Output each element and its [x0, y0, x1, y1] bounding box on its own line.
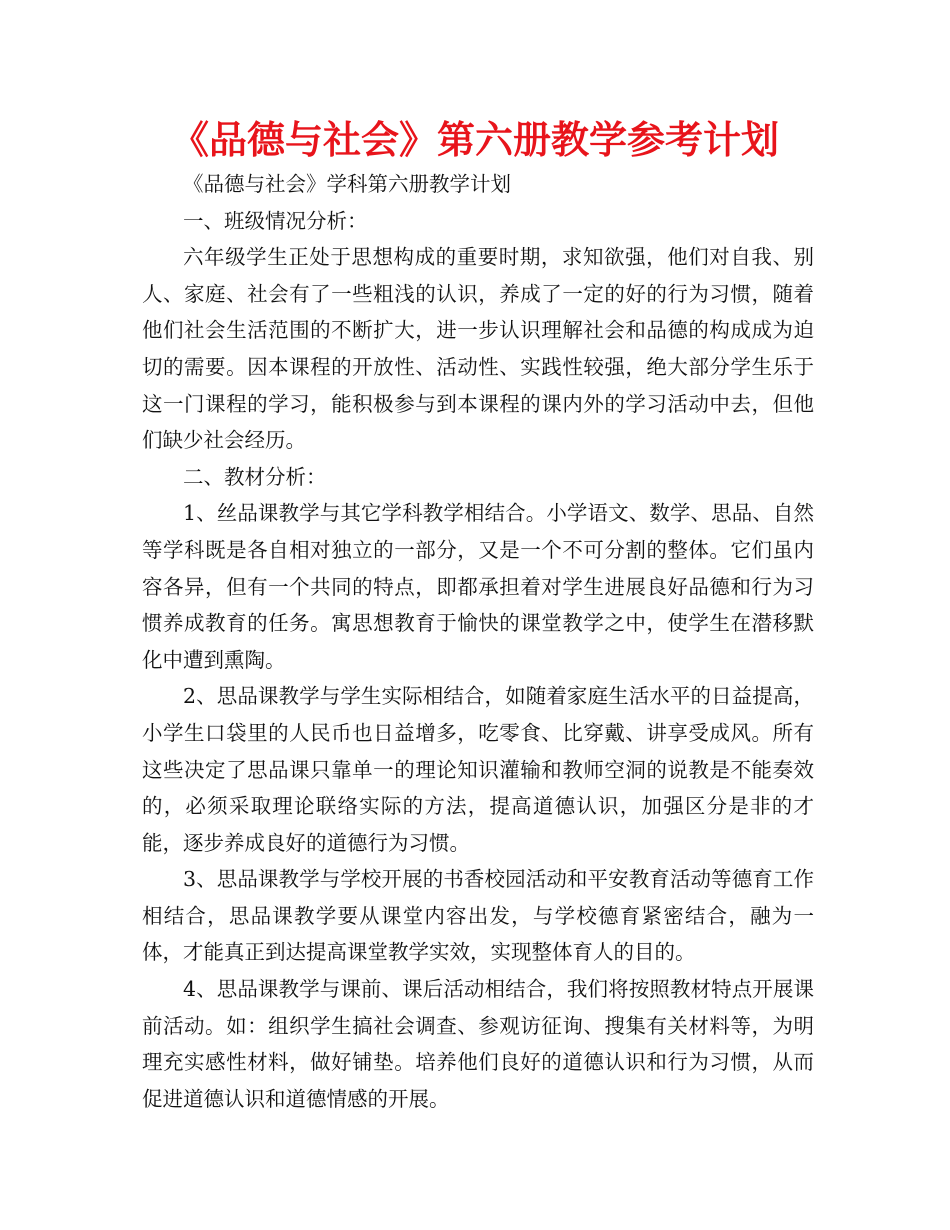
paragraph-point-3: 3、思品课教学与学校开展的书香校园活动和平安教育活动等德育工作相结合，思品课教学要从课堂内容出发，与学校德育紧密结合，融为一体，才能真正到达提高课堂教学实效，实现整体育人的目的。 — [142, 867, 814, 965]
document-body — [142, 166, 814, 1117]
section-heading-textbook-analysis: 二、教材分析： — [183, 464, 327, 489]
paragraph-point-4: 4、思品课教学与课前、课后活动相结合，我们将按照教材特点开展课前活动。如：组织学生搞社会调查、参观访征询、搜集有关材料等，为明理充实感性材料，做好铺垫。培养他们良好的道德认识和行为习惯，从而促进道德认识和道德情感的开展。 — [142, 977, 814, 1111]
paragraph-point-1: 1、丝品课教学与其它学科教学相结合。小学语文、数学、思品、自然等学科既是各自相对独立的一部分，又是一个不可分割的整体。它们虽内容各异，但有一个共同的特点，即都承担着对学生进展良好品德和行为习惯养成教育的任务。寓思想教育于愉快的课堂教学之中，使学生在潜移默化中遭到熏陶。 — [142, 501, 814, 672]
document-title: 《品德与社会》第六册教学参考计划 — [170, 118, 779, 162]
paragraph-class-analysis: 六年级学生正处于思想构成的重要时期，求知欲强，他们对自我、别人、家庭、社会有了一些粗浅的认识，养成了一定的好的行为习惯，随着他们社会生活范围的不断扩大，进一步认识理解社会和品德的构成成为迫切的需要。因本课程的开放性、活动性、实践性较强，绝大部分学生乐于这一门课程的学习，能积极参与到本课程的课内外的学习活动中去，但他们缺少社会经历。 — [142, 245, 814, 453]
section-heading-class-analysis: 一、班级情况分析： — [183, 208, 368, 233]
subtitle-paragraph: 《品德与社会》学科第六册教学计划 — [183, 172, 511, 196]
paragraph-point-2: 2、思品课教学与学生实际相结合，如随着家庭生活水平的日益提高，小学生口袋里的人民币也日益增多，吃零食、比穿戴、讲享受成风。所有这些决定了思品课只靠单一的理论知识灌输和教师空洞的说教是不能奏效的，必须采取理论联络实际的方法，提高道德认识，加强区分是非的才能，逐步养成良好的道德行为习惯。 — [142, 684, 814, 855]
